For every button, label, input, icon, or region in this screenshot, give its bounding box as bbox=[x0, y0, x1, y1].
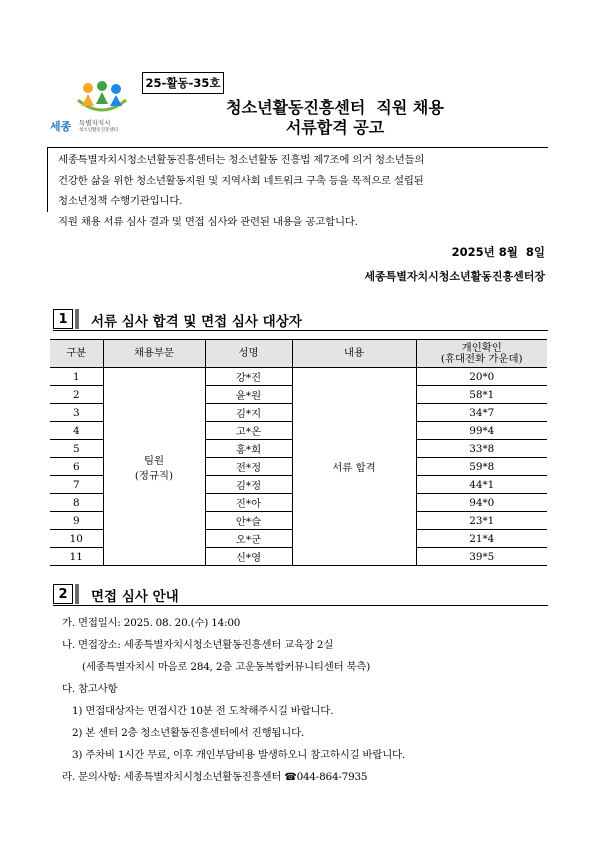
position-title: 팀원 bbox=[143, 454, 165, 467]
cell-phone: 39*5 bbox=[416, 548, 547, 566]
logo-text-city: 특별자치시 bbox=[79, 119, 111, 127]
document-number: 25-활동-35호 bbox=[142, 72, 224, 94]
cell-no: 7 bbox=[50, 476, 103, 494]
header-position: 채용부문 bbox=[103, 340, 205, 368]
note-2: 2) 본 센터 2층 청소년활동진흥센터에서 진행됩니다. bbox=[72, 727, 305, 739]
cell-phone: 34*7 bbox=[416, 404, 547, 422]
interview-date: 가. 면접일시: 2025. 08. 20.(수) 14:00 bbox=[62, 617, 241, 629]
intro-line-4: 직원 채용 서류 심사 결과 및 면접 심사와 관련된 내용을 공고합니다. bbox=[58, 215, 358, 228]
cell-no: 2 bbox=[50, 386, 103, 404]
cell-name: 안*슬 bbox=[205, 512, 292, 530]
cell-phone: 59*8 bbox=[416, 458, 547, 476]
cell-no: 4 bbox=[50, 422, 103, 440]
cell-name: 오*군 bbox=[205, 530, 292, 548]
header-identity-line-2: (휴대전화 가운데) bbox=[440, 352, 523, 365]
announcement-date: 2025년 8월 8일 bbox=[451, 245, 545, 259]
note-3: 3) 주차비 1시간 무료, 이후 개인부담비용 발생하오니 참고하시길 바랍니다. bbox=[72, 749, 405, 761]
cell-no: 1 bbox=[50, 368, 103, 386]
cell-position bbox=[103, 368, 205, 566]
intro-line-2: 건강한 삶을 위한 청소년활동지원 및 지역사회 네트워크 구축 등을 목적으로 설립된 bbox=[58, 174, 424, 187]
logo-text-main: 세종 bbox=[50, 120, 72, 133]
candidate-table bbox=[50, 339, 547, 566]
cell-phone: 23*1 bbox=[416, 512, 547, 530]
cell-name: 고*온 bbox=[205, 422, 292, 440]
contact-label: 라. 문의사항: 세종특별자치시청소년활동진흥센터 bbox=[62, 771, 282, 783]
cell-no: 5 bbox=[50, 440, 103, 458]
cell-no: 8 bbox=[50, 494, 103, 512]
note-1: 1) 면접대상자는 면접시간 10분 전 도착해주시길 바랍니다. bbox=[72, 705, 334, 717]
header-content: 내용 bbox=[292, 340, 416, 368]
cell-name: 신*영 bbox=[205, 548, 292, 566]
cell-no: 11 bbox=[50, 548, 103, 566]
cell-name: 진*아 bbox=[205, 494, 292, 512]
section-1-rule bbox=[53, 330, 548, 331]
cell-phone: 20*0 bbox=[416, 368, 547, 386]
cell-phone: 94*0 bbox=[416, 494, 547, 512]
header-identity-line-1: 개인확인 bbox=[461, 341, 502, 354]
cell-result: 서류 합격 bbox=[292, 368, 416, 566]
intro-line-1: 세종특별자치시청소년활동진흥센터는 청소년활동 진흥법 제7조에 의거 청소년들의 bbox=[58, 154, 425, 166]
section-1-bar bbox=[75, 309, 79, 329]
intro-line-3: 청소년정책 수행기관입니다. bbox=[58, 195, 183, 207]
cell-no: 10 bbox=[50, 530, 103, 548]
cell-name: 전*정 bbox=[205, 458, 292, 476]
logo-text-center: 청소년활동진흥센터 bbox=[79, 128, 119, 133]
cell-name: 김*지 bbox=[205, 404, 292, 422]
issuer-name: 세종특별자치시청소년활동진흥센터장 bbox=[364, 270, 545, 283]
cell-phone: 33*8 bbox=[416, 440, 547, 458]
header-name: 성명 bbox=[205, 340, 292, 368]
cell-no: 3 bbox=[50, 404, 103, 422]
cell-no: 9 bbox=[50, 512, 103, 530]
page-title bbox=[170, 98, 500, 138]
interview-place: 나. 면접장소: 세종특별자치시청소년활동진흥센터 교육장 2실 bbox=[62, 639, 334, 651]
cell-phone: 58*1 bbox=[416, 386, 547, 404]
organization-logo bbox=[50, 78, 142, 138]
telephone-icon: ☎ bbox=[284, 772, 297, 783]
cell-name: 김*정 bbox=[205, 476, 292, 494]
title-line-2: 서류합격 공고 bbox=[285, 118, 385, 137]
section-2-title: 면접 심사 안내 bbox=[91, 589, 179, 605]
table-row bbox=[50, 368, 547, 386]
section-2-heading bbox=[53, 584, 548, 608]
cell-name: 홍*희 bbox=[205, 440, 292, 458]
notes-heading: 다. 참고사항 bbox=[62, 683, 118, 695]
interview-address: (세종특별자치시 마음로 284, 2층 고운동복합커뮤니티센터 북측) bbox=[82, 661, 371, 673]
section-2-bar bbox=[75, 584, 79, 604]
cell-phone: 21*4 bbox=[416, 530, 547, 548]
cell-name: 윤*원 bbox=[205, 386, 292, 404]
position-type: (정규직) bbox=[134, 469, 174, 482]
table-header-row bbox=[50, 340, 547, 368]
logo-figures-icon bbox=[72, 78, 132, 118]
section-2-number: 2 bbox=[53, 584, 73, 604]
contact-line bbox=[62, 766, 552, 789]
cell-phone: 44*1 bbox=[416, 476, 547, 494]
section-1-number: 1 bbox=[53, 309, 73, 329]
contact-phone: 044-864-7935 bbox=[296, 771, 368, 783]
cell-no: 6 bbox=[50, 458, 103, 476]
section-2-rule bbox=[53, 605, 548, 606]
section-1-title: 서류 심사 합격 및 면접 심사 대상자 bbox=[91, 314, 302, 330]
title-line-1: 청소년활동진흥센터 직원 채용 bbox=[226, 98, 444, 117]
header-no: 구분 bbox=[50, 340, 103, 368]
cell-phone: 99*4 bbox=[416, 422, 547, 440]
intro-text bbox=[58, 150, 548, 232]
header-identity bbox=[416, 340, 547, 368]
interview-info bbox=[62, 612, 552, 789]
section-1-heading bbox=[53, 309, 548, 333]
cell-name: 강*진 bbox=[205, 368, 292, 386]
